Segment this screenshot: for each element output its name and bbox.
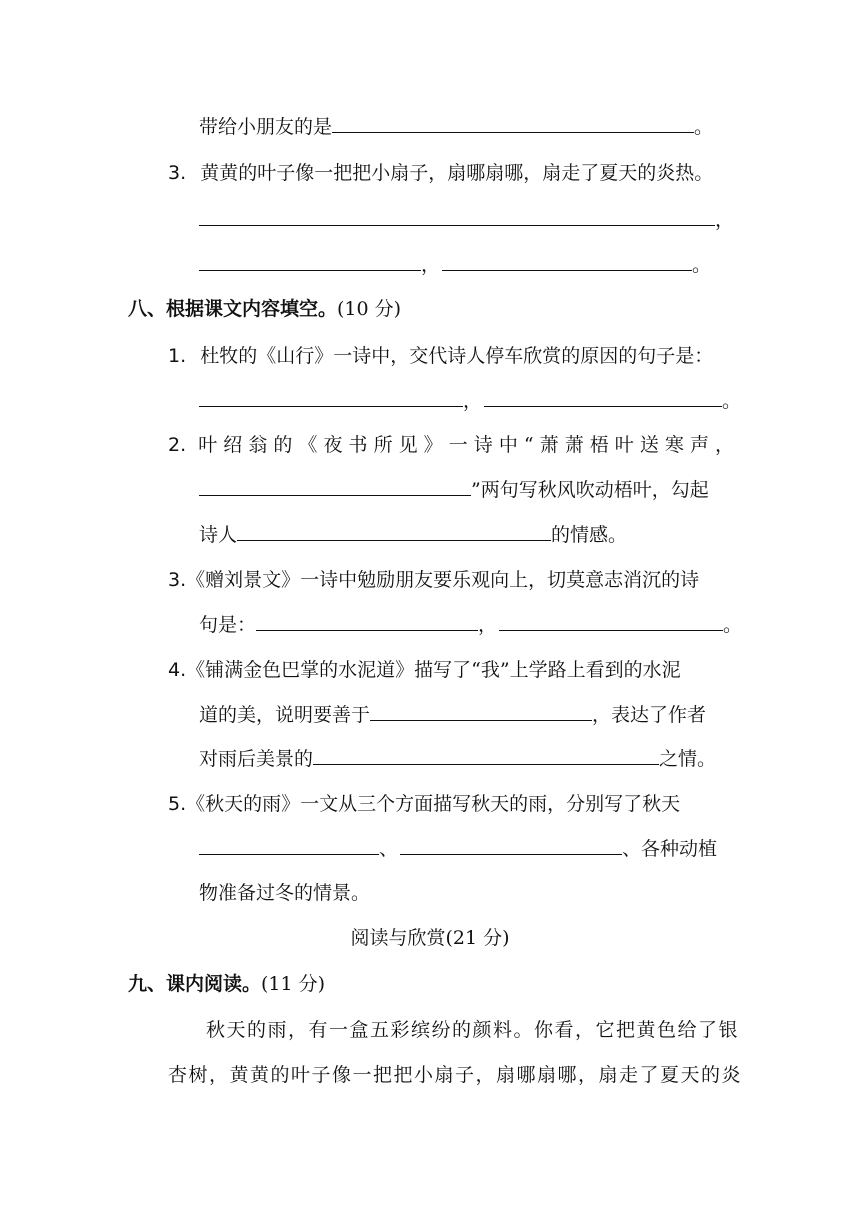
- section-9-heading: [128, 971, 325, 997]
- question-text: 句是：: [199, 614, 257, 636]
- item-number: 4.: [168, 659, 187, 681]
- q8-item-2: [168, 432, 734, 458]
- question-text: ”两句写秋风吹动梧叶，勾起: [471, 479, 709, 501]
- question-text: 《铺满金色巴掌的水泥道》描写了“我”上学路上看到的水泥: [186, 659, 681, 681]
- item-number: 2.: [168, 434, 187, 456]
- question-text: ，表达了作者: [592, 704, 707, 726]
- section-8-heading: [128, 296, 401, 322]
- answer-blank[interactable]: [199, 477, 471, 496]
- q8-1-answer-line: [199, 388, 741, 414]
- section-score: (11 分): [261, 973, 326, 995]
- q8-5-answer-line: [199, 836, 717, 862]
- part-title: 阅读与欣赏(21 分): [350, 927, 510, 949]
- question-text: 、各种动植: [622, 838, 718, 860]
- question-text: 物准备过冬的情景。: [199, 882, 371, 904]
- question-text: 叶绍翁的《夜书所见》一诗中“萧萧梧叶送寒声，: [198, 434, 734, 456]
- part-heading: [0, 925, 860, 951]
- answer-blank[interactable]: [442, 252, 692, 271]
- item-number: 1.: [168, 345, 187, 367]
- q8-4-answer-line-1: [199, 702, 706, 728]
- question-text: 的情感。: [551, 524, 628, 546]
- answer-blank[interactable]: [199, 207, 715, 226]
- answer-blank[interactable]: [370, 702, 592, 721]
- answer-blank[interactable]: [332, 114, 694, 133]
- section-score: (10 分): [337, 298, 402, 320]
- item-number: 5.: [168, 793, 187, 815]
- q8-2-line-3: [199, 522, 627, 548]
- q7-prev-text: 带给小朋友的是: [199, 116, 333, 138]
- q7-prev-line: [199, 114, 713, 140]
- comma: ，: [463, 390, 483, 412]
- q7-3-answer-line-1: [199, 207, 734, 233]
- comma: ，: [478, 614, 498, 636]
- q8-5-line-3: [199, 880, 370, 906]
- passage-text: 秋天的雨，有一盒五彩缤纷的颜料。你看，它把黄色给了银: [206, 1019, 740, 1041]
- answer-blank[interactable]: [256, 612, 478, 631]
- answer-blank[interactable]: [484, 388, 722, 407]
- question-text: 道的美，说明要善于: [199, 704, 371, 726]
- period: 。: [692, 254, 712, 276]
- q7-item-3: [168, 160, 713, 186]
- answer-blank[interactable]: [237, 522, 551, 541]
- period: 。: [723, 614, 743, 636]
- question-text: 《秋天的雨》一文从三个方面描写秋天的雨，分别写了秋天: [186, 793, 681, 815]
- question-text: 之情。: [659, 748, 717, 770]
- answer-blank[interactable]: [499, 612, 723, 631]
- passage-line-1: [206, 1017, 740, 1043]
- answer-blank[interactable]: [313, 746, 659, 765]
- q8-item-3: [168, 567, 699, 593]
- question-text: 黄黄的叶子像一把把小扇子，扇哪扇哪，扇走了夏天的炎热。: [200, 162, 714, 184]
- q8-4-answer-line-2: [199, 746, 716, 772]
- q7-3-answer-line-2: [199, 252, 711, 278]
- question-text: 诗人: [199, 524, 238, 546]
- question-text: 《赠刘景文》一诗中勉励朋友要乐观向上，切莫意志消沉的诗: [186, 569, 700, 591]
- section-title: 九、课内阅读。: [128, 973, 262, 995]
- section-title: 八、根据课文内容填空。: [128, 298, 338, 320]
- answer-blank[interactable]: [199, 836, 379, 855]
- separator: 、: [379, 838, 399, 860]
- q8-item-5: [168, 791, 680, 817]
- item-number: 3.: [168, 569, 187, 591]
- comma: ，: [421, 254, 441, 276]
- q8-item-4: [168, 657, 681, 683]
- answer-blank[interactable]: [199, 252, 421, 271]
- question-text: 对雨后美景的: [199, 748, 314, 770]
- question-text: 杜牧的《山行》一诗中，交代诗人停车欣赏的原因的句子是：: [200, 345, 714, 367]
- answer-blank[interactable]: [199, 388, 463, 407]
- passage-line-2: [168, 1062, 743, 1088]
- period: 。: [722, 390, 742, 412]
- q8-3-answer-line: [199, 612, 742, 638]
- item-number: 3.: [168, 162, 187, 184]
- comma: ，: [715, 209, 735, 231]
- q8-2-answer-line: [199, 477, 709, 503]
- period: 。: [694, 116, 714, 138]
- passage-text: 杏树，黄黄的叶子像一把把小扇子，扇哪扇哪，扇走了夏天的炎: [168, 1064, 743, 1086]
- answer-blank[interactable]: [400, 836, 622, 855]
- q8-item-1: [168, 343, 713, 369]
